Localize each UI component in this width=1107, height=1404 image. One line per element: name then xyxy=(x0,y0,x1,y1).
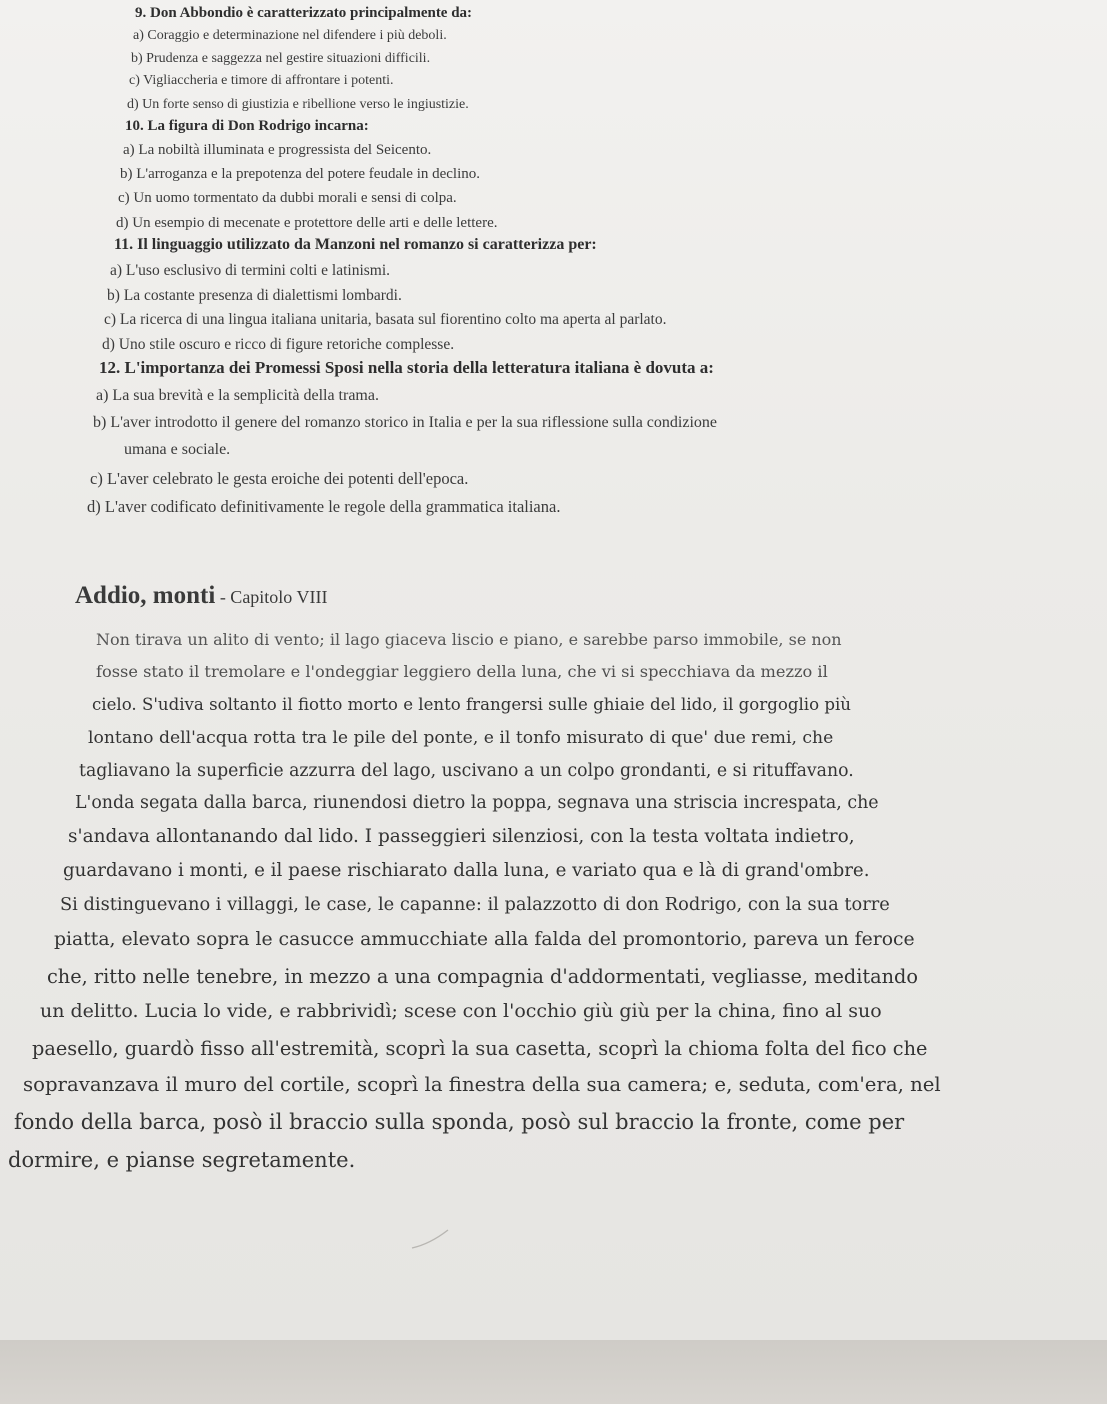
question-11: 11. Il linguaggio utilizzato da Manzoni nel romanzo si caratterizza per: xyxy=(114,236,597,253)
q10-option-a: a) La nobiltà illuminata e progressista del Seicento. xyxy=(123,142,432,158)
passage-line: s'andava allontanando dal lido. I passeggieri silenziosi, con la testa voltata indietro, xyxy=(68,826,855,847)
q11-option-b: b) La costante presenza di dialettismi lombardi. xyxy=(107,287,402,304)
passage-line: un delitto. Lucia lo vide, e rabbrividì; scese con l'occhio giù giù per la china, fino al suo xyxy=(40,1000,882,1022)
table-surface xyxy=(0,1340,1107,1404)
q11-option-d: d) Uno stile oscuro e ricco di figure retoriche complesse. xyxy=(102,336,455,353)
q9-option-c: c) Vigliaccheria e timore di affrontare i potenti. xyxy=(129,73,394,88)
q12-option-c: c) L'aver celebrato le gesta eroiche dei potenti dell'epoca. xyxy=(90,469,469,488)
q12-option-d: d) L'aver codificato definitivamente le regole della grammatica italiana. xyxy=(87,497,561,516)
q10-option-b: b) L'arroganza e la prepotenza del potere feudale in declino. xyxy=(120,166,481,182)
passage-line: Non tirava un alito di vento; il lago giaceva liscio e piano, e sarebbe parso immobile, se non xyxy=(96,630,842,649)
pencil-mark-icon xyxy=(410,1228,450,1250)
question-12: 12. L'importanza dei Promessi Sposi nella storia della letteratura italiana è dovuta a: xyxy=(99,358,714,377)
q10-option-c: c) Un uomo tormentato da dubbi morali e sensi di colpa. xyxy=(118,190,457,206)
q11-option-c: c) La ricerca di una lingua italiana unitaria, basata sul fiorentino colto ma aperta al parlato. xyxy=(104,311,667,328)
q10-option-d: d) Un esempio di mecenate e protettore delle arti e delle lettere. xyxy=(116,215,498,231)
passage-heading xyxy=(75,582,327,610)
passage-line: Si distinguevano i villaggi, le case, le capanne: il palazzotto di don Rodrigo, con la sua torre xyxy=(60,894,890,915)
passage-line: piatta, elevato sopra le casucce ammucchiate alla falda del promontorio, pareva un feroce xyxy=(54,929,915,950)
passage-line: lontano dell'acqua rotta tra le pile del ponte, e il tonfo misurato di que' due remi, che xyxy=(88,728,834,748)
q12-option-b: b) L'aver introdotto il genere del romanzo storico in Italia e per la sua riflessione sulla condizione xyxy=(93,414,717,431)
question-10: 10. La figura di Don Rodrigo incarna: xyxy=(125,118,369,134)
quiz-section xyxy=(0,0,1107,540)
passage-line: che, ritto nelle tenebre, in mezzo a una compagnia d'addormentati, vegliasse, meditando xyxy=(47,965,918,988)
passage-line: paesello, guardò fisso all'estremità, scoprì la sua casetta, scoprì la chioma folta del fico che xyxy=(32,1037,928,1060)
q11-option-a: a) L'uso esclusivo di termini colti e latinismi. xyxy=(110,262,391,279)
passage-line: tagliavano la superficie azzurra del lago, uscivano a un colpo grondanti, e si rituffavano. xyxy=(79,761,854,781)
q9-option-a: a) Coraggio e determinazione nel difendere i più deboli. xyxy=(133,28,447,43)
passage-line: dormire, e pianse segretamente. xyxy=(8,1148,356,1172)
question-9: 9. Don Abbondio è caratterizzato principalmente da: xyxy=(135,5,473,21)
passage-line: fosse stato il tremolare e l'ondeggiar leggiero della luna, che vi si specchiava da mezzo il xyxy=(96,662,828,681)
passage-subtitle: - Capitolo VIII xyxy=(215,587,328,607)
q9-option-d: d) Un forte senso di giustizia e ribellione verso le ingiustizie. xyxy=(127,97,469,112)
passage-line: guardavano i monti, e il paese rischiarato dalla luna, e variato qua e là di grand'ombre. xyxy=(63,860,870,881)
q12-option-b-continued: umana e sociale. xyxy=(124,441,231,458)
q12-option-a: a) La sua brevità e la semplicità della trama. xyxy=(96,387,379,404)
passage-line: sopravanzava il muro del cortile, scoprì la finestra della sua camera; e, seduta, com'era, nel xyxy=(23,1073,941,1096)
q9-option-b: b) Prudenza e saggezza nel gestire situazioni difficili. xyxy=(131,51,431,66)
passage-line: fondo della barca, posò il braccio sulla sponda, posò sul braccio la fronte, come per xyxy=(14,1110,905,1134)
passage-line: L'onda segata dalla barca, riunendosi dietro la poppa, segnava una striscia increspata, che xyxy=(75,793,879,813)
passage-title: Addio, monti xyxy=(75,582,216,609)
passage-line: cielo. S'udiva soltanto il fiotto morto e lento frangersi sulle ghiaie del lido, il gorgoglio più xyxy=(92,695,851,714)
